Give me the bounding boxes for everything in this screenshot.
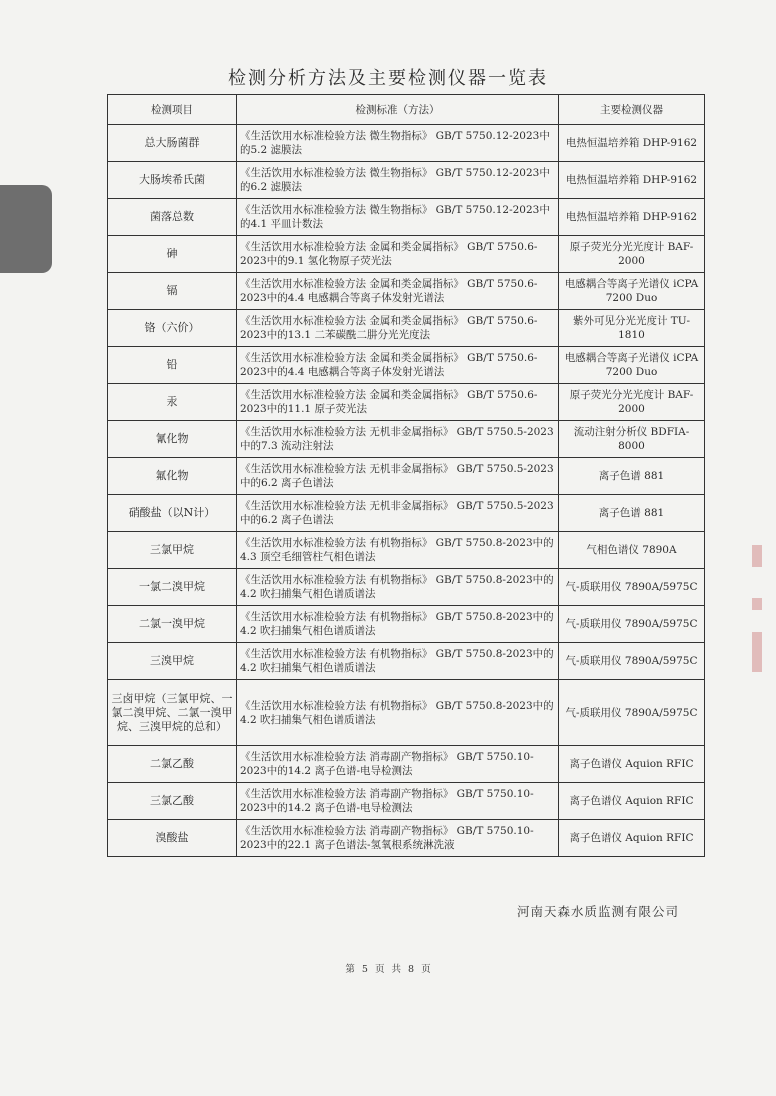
cell-item: 硝酸盐（以N计） bbox=[108, 495, 237, 532]
cell-standard: 《生活饮用水标准检验方法 消毒副产物指标》 GB/T 5750.10-2023中的22.1 离子色谱法-氢氧根系统淋洗液 bbox=[237, 820, 559, 857]
cell-instrument: 电热恒温培养箱 DHP-9162 bbox=[559, 162, 705, 199]
cell-item: 三溴甲烷 bbox=[108, 643, 237, 680]
cell-item: 三卤甲烷（三氯甲烷、一氯二溴甲烷、二氯一溴甲烷、三溴甲烷的总和） bbox=[108, 680, 237, 746]
page-title: 检测分析方法及主要检测仪器一览表 bbox=[228, 68, 548, 89]
cell-item: 二氯一溴甲烷 bbox=[108, 606, 237, 643]
cell-item: 大肠埃希氏菌 bbox=[108, 162, 237, 199]
cell-instrument: 电热恒温培养箱 DHP-9162 bbox=[559, 199, 705, 236]
cell-item: 砷 bbox=[108, 236, 237, 273]
cell-item: 铅 bbox=[108, 347, 237, 384]
cell-standard: 《生活饮用水标准检验方法 微生物指标》 GB/T 5750.12-2023中的6.2 滤膜法 bbox=[237, 162, 559, 199]
cell-instrument: 离子色谱仪 Aquion RFIC bbox=[559, 820, 705, 857]
methods-table bbox=[107, 94, 705, 857]
cell-instrument: 气-质联用仪 7890A/5975C bbox=[559, 680, 705, 746]
cell-instrument: 原子荧光分光光度计 BAF-2000 bbox=[559, 236, 705, 273]
table-row bbox=[108, 236, 705, 273]
cell-instrument: 电热恒温培养箱 DHP-9162 bbox=[559, 125, 705, 162]
cell-standard: 《生活饮用水标准检验方法 消毒副产物指标》 GB/T 5750.10-2023中的14.2 离子色谱-电导检测法 bbox=[237, 746, 559, 783]
cell-item: 三氯甲烷 bbox=[108, 532, 237, 569]
cell-standard: 《生活饮用水标准检验方法 金属和类金属指标》 GB/T 5750.6-2023中的4.4 电感耦合等离子体发射光谱法 bbox=[237, 273, 559, 310]
table-row bbox=[108, 273, 705, 310]
cell-standard: 《生活饮用水标准检验方法 无机非金属指标》 GB/T 5750.5-2023中的7.3 流动注射法 bbox=[237, 421, 559, 458]
table-row bbox=[108, 783, 705, 820]
seal-stamp-fragment bbox=[752, 545, 762, 567]
cell-instrument: 气相色谱仪 7890A bbox=[559, 532, 705, 569]
table-row bbox=[108, 421, 705, 458]
table-row bbox=[108, 495, 705, 532]
cell-standard: 《生活饮用水标准检验方法 有机物指标》 GB/T 5750.8-2023中的4.2 吹扫捕集气相色谱质谱法 bbox=[237, 606, 559, 643]
cell-standard: 《生活饮用水标准检验方法 有机物指标》 GB/T 5750.8-2023中的4.3 顶空毛细管柱气相色谱法 bbox=[237, 532, 559, 569]
cell-instrument: 紫外可见分光光度计 TU-1810 bbox=[559, 310, 705, 347]
table-row bbox=[108, 569, 705, 606]
table-row bbox=[108, 746, 705, 783]
side-tab[interactable] bbox=[0, 185, 52, 273]
table-row bbox=[108, 384, 705, 421]
table-row bbox=[108, 643, 705, 680]
cell-standard: 《生活饮用水标准检验方法 微生物指标》 GB/T 5750.12-2023中的5.2 滤膜法 bbox=[237, 125, 559, 162]
cell-item: 溴酸盐 bbox=[108, 820, 237, 857]
cell-instrument: 电感耦合等离子光谱仪 iCPA 7200 Duo bbox=[559, 347, 705, 384]
cell-standard: 《生活饮用水标准检验方法 无机非金属指标》 GB/T 5750.5-2023中的6.2 离子色谱法 bbox=[237, 495, 559, 532]
table-header-row bbox=[108, 95, 705, 125]
table-row bbox=[108, 680, 705, 746]
seal-stamp-fragment bbox=[752, 632, 762, 672]
cell-standard: 《生活饮用水标准检验方法 有机物指标》 GB/T 5750.8-2023中的4.2 吹扫捕集气相色谱质谱法 bbox=[237, 643, 559, 680]
cell-instrument: 离子色谱仪 Aquion RFIC bbox=[559, 746, 705, 783]
table-row bbox=[108, 199, 705, 236]
cell-standard: 《生活饮用水标准检验方法 金属和类金属指标》 GB/T 5750.6-2023中的13.1 二苯碳酰二肼分光光度法 bbox=[237, 310, 559, 347]
cell-instrument: 离子色谱仪 Aquion RFIC bbox=[559, 783, 705, 820]
cell-item: 铬（六价） bbox=[108, 310, 237, 347]
header-item: 检测项目 bbox=[108, 95, 237, 125]
cell-standard: 《生活饮用水标准检验方法 金属和类金属指标》 GB/T 5750.6-2023中的9.1 氢化物原子荧光法 bbox=[237, 236, 559, 273]
cell-standard: 《生活饮用水标准检验方法 金属和类金属指标》 GB/T 5750.6-2023中的4.4 电感耦合等离子体发射光谱法 bbox=[237, 347, 559, 384]
table-row bbox=[108, 310, 705, 347]
cell-instrument: 流动注射分析仪 BDFIA-8000 bbox=[559, 421, 705, 458]
cell-item: 氟化物 bbox=[108, 458, 237, 495]
cell-standard: 《生活饮用水标准检验方法 消毒副产物指标》 GB/T 5750.10-2023中的14.2 离子色谱-电导检测法 bbox=[237, 783, 559, 820]
cell-instrument: 电感耦合等离子光谱仪 iCPA 7200 Duo bbox=[559, 273, 705, 310]
cell-standard: 《生活饮用水标准检验方法 微生物指标》 GB/T 5750.12-2023中的4.1 平皿计数法 bbox=[237, 199, 559, 236]
table-row bbox=[108, 162, 705, 199]
header-standard: 检测标准（方法） bbox=[237, 95, 559, 125]
cell-standard: 《生活饮用水标准检验方法 有机物指标》 GB/T 5750.8-2023中的4.2 吹扫捕集气相色谱质谱法 bbox=[237, 680, 559, 746]
cell-item: 二氯乙酸 bbox=[108, 746, 237, 783]
cell-item: 菌落总数 bbox=[108, 199, 237, 236]
cell-instrument: 气-质联用仪 7890A/5975C bbox=[559, 606, 705, 643]
table-row bbox=[108, 532, 705, 569]
cell-instrument: 气-质联用仪 7890A/5975C bbox=[559, 643, 705, 680]
cell-standard: 《生活饮用水标准检验方法 金属和类金属指标》 GB/T 5750.6-2023中的11.1 原子荧光法 bbox=[237, 384, 559, 421]
header-instrument: 主要检测仪器 bbox=[559, 95, 705, 125]
cell-instrument: 原子荧光分光光度计 BAF-2000 bbox=[559, 384, 705, 421]
cell-item: 一氯二溴甲烷 bbox=[108, 569, 237, 606]
cell-item: 氰化物 bbox=[108, 421, 237, 458]
table-row bbox=[108, 820, 705, 857]
cell-item: 汞 bbox=[108, 384, 237, 421]
cell-item: 镉 bbox=[108, 273, 237, 310]
company-name: 河南天森水质监测有限公司 bbox=[517, 904, 680, 919]
cell-instrument: 离子色谱 881 bbox=[559, 458, 705, 495]
cell-standard: 《生活饮用水标准检验方法 无机非金属指标》 GB/T 5750.5-2023中的6.2 离子色谱法 bbox=[237, 458, 559, 495]
table-row bbox=[108, 606, 705, 643]
table-row bbox=[108, 347, 705, 384]
cell-item: 三氯乙酸 bbox=[108, 783, 237, 820]
cell-instrument: 离子色谱 881 bbox=[559, 495, 705, 532]
cell-item: 总大肠菌群 bbox=[108, 125, 237, 162]
table-row bbox=[108, 125, 705, 162]
cell-instrument: 气-质联用仪 7890A/5975C bbox=[559, 569, 705, 606]
table-row bbox=[108, 458, 705, 495]
cell-standard: 《生活饮用水标准检验方法 有机物指标》 GB/T 5750.8-2023中的4.2 吹扫捕集气相色谱质谱法 bbox=[237, 569, 559, 606]
seal-stamp-fragment bbox=[752, 598, 762, 610]
page-number: 第 5 页 共 8 页 bbox=[345, 964, 431, 975]
